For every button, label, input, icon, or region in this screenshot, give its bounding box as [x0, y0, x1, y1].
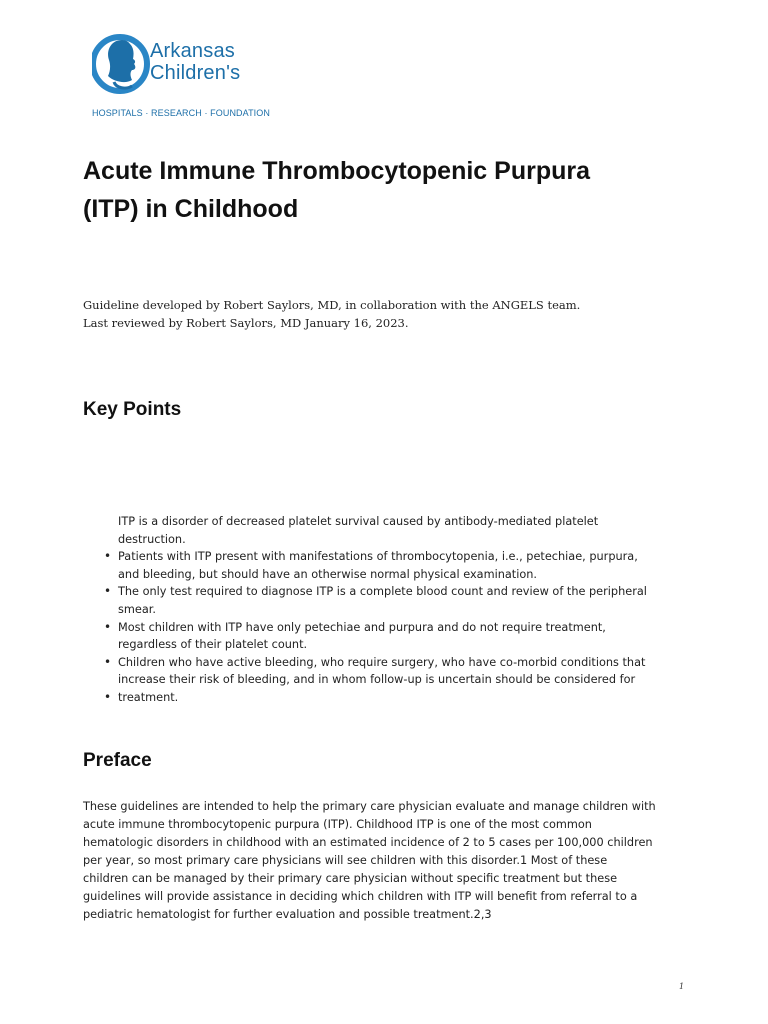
meta-developed-by: Guideline developed by Robert Saylors, MD, in collaboration with the ANGELS team. [83, 298, 581, 312]
key-point-item [104, 619, 678, 654]
preface-body [83, 798, 663, 924]
preface-line: guidelines will provide assistance in deciding which children with ITP will benefit from referral to a [83, 890, 638, 903]
key-point-item [118, 513, 678, 548]
key-point-line [104, 689, 678, 707]
key-point-item [104, 548, 678, 583]
bullet-icon: • [104, 619, 112, 634]
logo-tagline: HOSPITALS · RESEARCH · FOUNDATION [92, 108, 270, 118]
key-point-text: Children who have active bleeding, who require surgery, who have co-morbid conditions that [118, 655, 646, 669]
logo-name [150, 40, 240, 84]
key-point-text: treatment. [118, 690, 179, 704]
key-point-text: Most children with ITP have only petechiae and purpura and do not require treatment, [118, 620, 606, 634]
preface-line: These guidelines are intended to help the primary care physician evaluate and manage children with [83, 800, 656, 813]
key-point-line [118, 671, 678, 689]
key-point-text: smear. [118, 602, 156, 616]
key-point-line [104, 654, 678, 672]
key-point-text: ITP is a disorder of decreased platelet survival caused by antibody-mediated platelet [118, 515, 599, 528]
guideline-meta [83, 296, 703, 332]
key-point-line [104, 619, 678, 637]
title-line1: Acute Immune Thrombocytopenic Purpura [83, 157, 591, 185]
key-point-text: Patients with ITP present with manifestations of thrombocytopenia, i.e., petechiae, purpura, [118, 550, 638, 564]
key-points-heading: Key Points [83, 399, 182, 420]
key-point-text: regardless of their platelet count. [118, 638, 308, 652]
key-point-line [118, 601, 678, 619]
preface-line: per year, so most primary care physicians will see children with this disorder.1 Most of these [83, 854, 608, 867]
key-point-item [104, 583, 678, 618]
key-point-item [104, 689, 678, 707]
bullet-icon: • [104, 654, 112, 669]
key-point-text: destruction. [118, 532, 186, 546]
arkansas-childrens-logo [92, 26, 282, 122]
key-point-line [118, 531, 678, 549]
key-point-text: The only test required to diagnose ITP is a complete blood count and review of the peripheral [118, 585, 647, 599]
page-number: 1 [679, 982, 685, 991]
key-point-line [104, 583, 678, 601]
preface-line: acute immune thrombocytopenic purpura (ITP). Childhood ITP is one of the most common [83, 818, 592, 831]
preface-line: children can be managed by their primary care physician without specific treatment but these [83, 872, 618, 885]
key-point-line [118, 566, 678, 584]
key-point-line [104, 548, 678, 566]
key-point-text: and bleeding, but should have an otherwise normal physical examination. [118, 567, 538, 581]
preface-line: pediatric hematologist for further evaluation and possible treatment.2,3 [83, 908, 492, 921]
meta-last-reviewed: Last reviewed by Robert Saylors, MD January 16, 2023. [83, 316, 409, 330]
logo-name-line2: Children's [150, 62, 241, 84]
key-point-line [118, 513, 678, 531]
title-line2: (ITP) in Childhood [83, 195, 299, 223]
preface-line: hematologic disorders in childhood with an estimated incidence of 2 to 5 cases per 100,000 children [83, 836, 653, 849]
bullet-icon: • [104, 549, 112, 564]
child-profile-logo-icon [92, 26, 152, 106]
bullet-icon: • [104, 689, 112, 704]
bullet-icon: • [104, 584, 112, 599]
key-point-item [104, 654, 678, 689]
preface-heading: Preface [83, 750, 152, 771]
key-point-line [118, 636, 678, 654]
document-title [83, 152, 683, 228]
key-point-text: increase their risk of bleeding, and in whom follow-up is uncertain should be considered for [118, 673, 636, 687]
key-points-list [104, 513, 678, 707]
logo-name-line1: Arkansas [150, 40, 235, 62]
